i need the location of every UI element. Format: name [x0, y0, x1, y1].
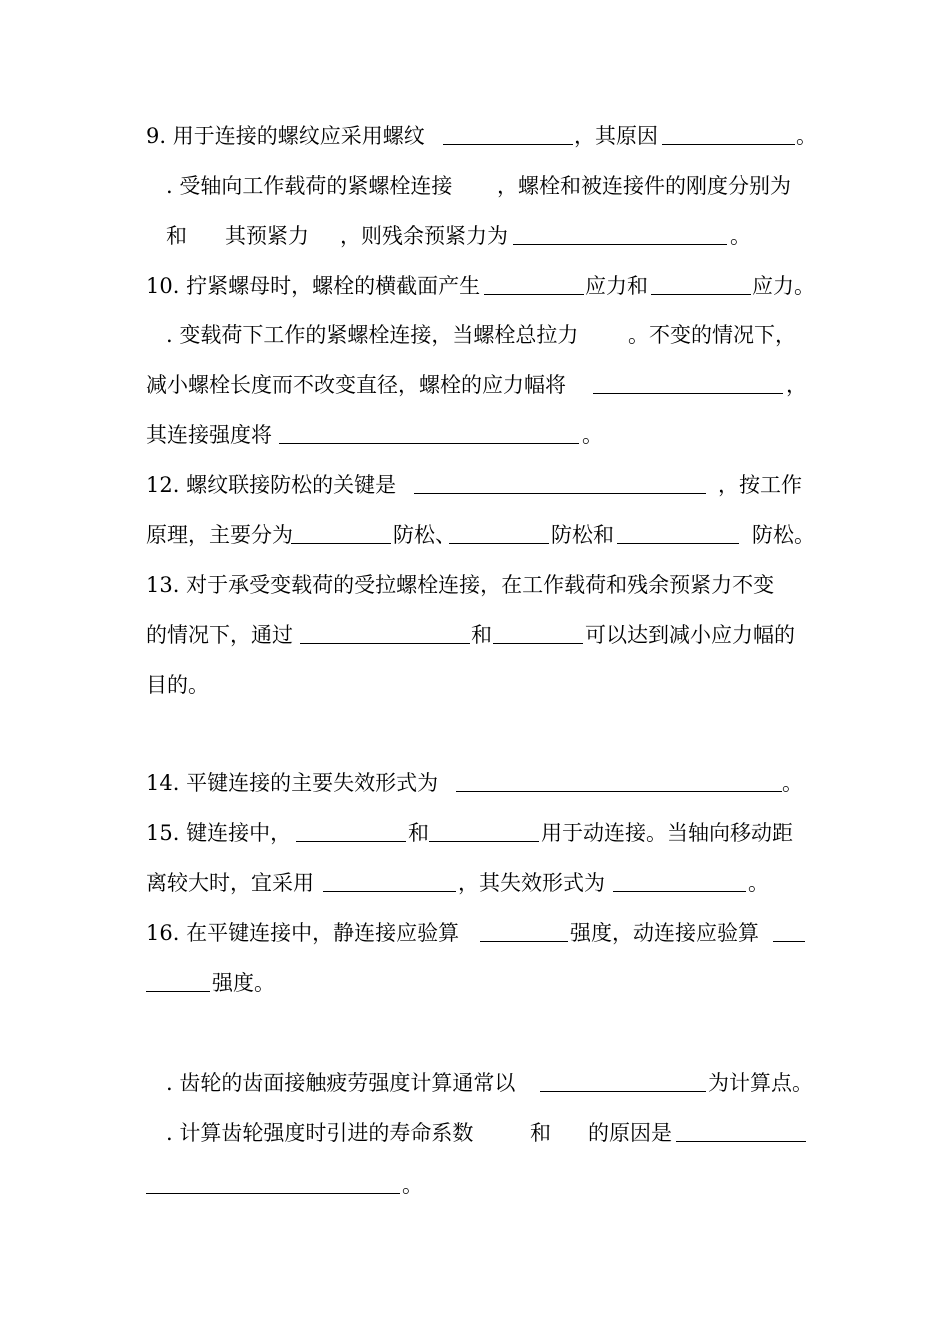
q12-line2c: 防松和	[551, 523, 614, 547]
q13-blank-method-2[interactable]	[493, 620, 583, 644]
q9b-end: 。	[730, 224, 751, 248]
q14-blank-failure-mode[interactable]	[456, 768, 782, 792]
q9b-text-a: . 受轴向工作载荷的紧螺栓连接	[166, 174, 453, 198]
q13-line2c: 可以达到减小应力幅的	[585, 623, 795, 647]
q10-mid: 应力和	[585, 274, 648, 298]
q16-line1a: 16. 在平键连接中，静连接应验算	[146, 921, 460, 945]
q12-blank-type-3[interactable]	[617, 520, 739, 544]
q9-mid: ，其原因	[574, 124, 658, 148]
q12-line2d: 防松。	[752, 523, 815, 547]
q15-line1a: 15. 键连接中，	[146, 821, 292, 845]
q9-blank-thread-type[interactable]	[443, 121, 573, 145]
q15-line1b: 和	[408, 821, 429, 845]
q15-blank-failure[interactable]	[613, 868, 746, 892]
q18-prefix: . 计算齿轮强度时引进的寿命系数	[166, 1121, 474, 1145]
q11-line3-end: 。	[582, 423, 603, 447]
q16-blank-dynamic-part1[interactable]	[773, 918, 805, 942]
q9b-text-b: ，螺栓和被连接件的刚度分别为	[497, 174, 791, 198]
q10-blank-stress-1[interactable]	[484, 271, 584, 295]
q12-prefix: 12. 螺纹联接防松的关键是	[146, 473, 397, 497]
q17-blank-point[interactable]	[540, 1068, 706, 1092]
q11-line3: 其连接强度将	[146, 423, 272, 447]
q16-line1b: 强度，动连接应验算	[570, 921, 759, 945]
q11-blank-strength[interactable]	[279, 420, 579, 444]
q14-prefix: 14. 平键连接的主要失效形式为	[146, 771, 439, 795]
q11-line2: 减小螺栓长度而不改变直径，螺栓的应力幅将	[146, 373, 566, 397]
q9b-blank-residual-preload[interactable]	[513, 221, 727, 245]
q9b-and: 和	[166, 224, 187, 248]
q15-blank-key-2[interactable]	[429, 818, 539, 842]
q9-blank-reason[interactable]	[662, 121, 795, 145]
q13-line3: 目的。	[146, 673, 209, 697]
q11-line1: . 变载荷下工作的紧螺栓连接，当螺栓总拉力	[166, 323, 579, 347]
q9b-preload: 其预紧力	[225, 224, 309, 248]
q17-end: 为计算点。	[708, 1071, 813, 1095]
q12-after: ，按工作	[718, 473, 802, 497]
q13-line2b: 和	[471, 623, 492, 647]
q12-blank-type-1[interactable]	[291, 520, 391, 544]
q18-after: 的原因是	[588, 1121, 672, 1145]
q13-line1: 13. 对于承受变载荷的受拉螺栓连接，在工作载荷和残余预紧力不变	[146, 573, 775, 597]
q10-end: 应力。	[752, 274, 815, 298]
q15-line2b: ，其失效形式为	[458, 871, 605, 895]
q15-line1c: 用于动连接。当轴向移动距	[541, 821, 793, 845]
q15-blank-key-1[interactable]	[296, 818, 406, 842]
q11-line1b: 。不变的情况下，	[628, 323, 796, 347]
q13-line2a: 的情况下，通过	[146, 623, 293, 647]
q12-line2a: 原理，主要分为	[146, 523, 293, 547]
q9-prefix: 9. 用于连接的螺纹应采用螺纹	[146, 124, 425, 148]
q14-end: 。	[782, 771, 803, 795]
q9b-residual: ，则残余预紧力为	[340, 224, 508, 248]
q15-end: 。	[748, 871, 769, 895]
q15-blank-key-type[interactable]	[323, 868, 456, 892]
q17-prefix: . 齿轮的齿面接触疲劳强度计算通常以	[166, 1071, 516, 1095]
q18-end: 。	[402, 1173, 423, 1197]
q9-end: 。	[796, 124, 817, 148]
q12-blank-type-2[interactable]	[449, 520, 549, 544]
q11-blank-stress-amplitude[interactable]	[593, 370, 783, 394]
q11-line2-end: ，	[786, 373, 807, 397]
q12-blank-key[interactable]	[414, 470, 706, 494]
q16-blank-dynamic-part2[interactable]	[146, 968, 210, 992]
q10-prefix: 10. 拧紧螺母时，螺栓的横截面产生	[146, 274, 481, 298]
q16-blank-static[interactable]	[480, 918, 568, 942]
q15-line2a: 离较大时，宜采用	[146, 871, 314, 895]
q18-mid: 和	[530, 1121, 551, 1145]
q12-line2b: 防松、	[393, 523, 456, 547]
q18-blank-reason-part1[interactable]	[676, 1118, 806, 1142]
q16-line2: 强度。	[212, 971, 275, 995]
q13-blank-method-1[interactable]	[300, 620, 470, 644]
q18-blank-reason-part2[interactable]	[146, 1170, 400, 1194]
q10-blank-stress-2[interactable]	[651, 271, 751, 295]
